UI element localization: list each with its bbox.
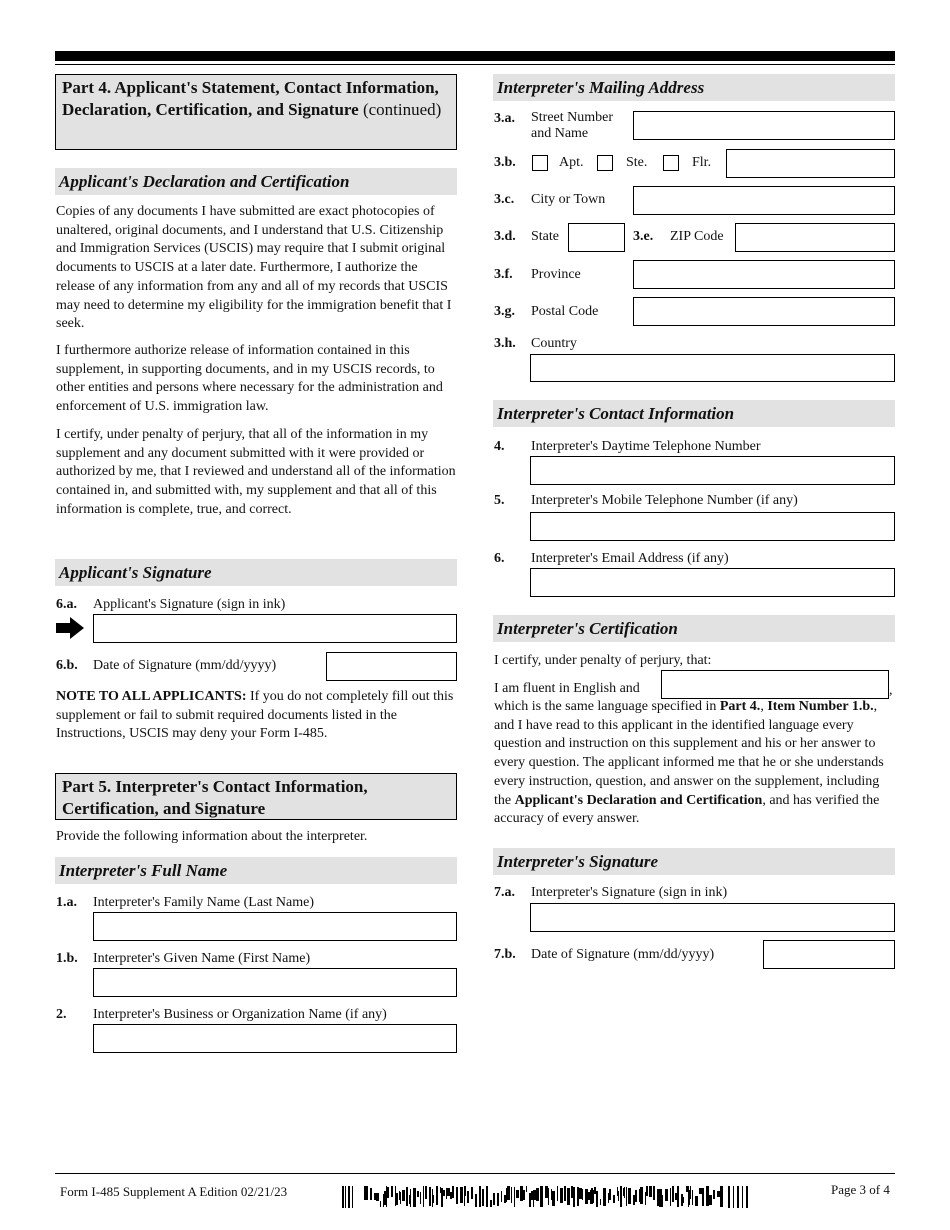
email-input[interactable]	[530, 568, 895, 597]
item-3a-label	[531, 110, 613, 142]
apt-label: Apt.	[559, 155, 584, 170]
right-arrow-icon	[56, 617, 84, 639]
footer-rule	[55, 1173, 895, 1174]
business-name-input[interactable]	[93, 1024, 457, 1053]
declaration-paragraph-3: I certify, under penalty of perjury, that all of the information in my supplement and any document submitted with it were provided or authorized by me, that I reviewed and understand all of the information contained in, and submitted with, my supplement and that all of this information is complete, true, and correct.	[56, 427, 456, 517]
item-3g-number: 3.g.	[494, 304, 515, 319]
applicant-signature-field[interactable]	[93, 614, 457, 643]
postal-code-input[interactable]	[633, 297, 895, 326]
language-input[interactable]	[661, 670, 889, 699]
item-3c-number: 3.c.	[494, 192, 515, 207]
ste-checkbox[interactable]	[597, 155, 613, 171]
ste-label: Ste.	[626, 155, 648, 170]
street-label-line1: Street Number	[531, 110, 614, 125]
item-3h-number: 3.h.	[494, 336, 516, 351]
cert-bold-3: Applicant's Declaration and Certification	[514, 792, 763, 808]
full-name-heading: Interpreter's Full Name	[55, 857, 457, 884]
item-3b-number: 3.b.	[494, 155, 516, 170]
city-input[interactable]	[633, 186, 895, 215]
language-comma: ,	[889, 683, 893, 698]
certification-heading: Interpreter's Certification	[493, 615, 895, 642]
part4-heading	[55, 74, 457, 150]
cert-text-3: , and I have read to this applicant in the identified language every question and instruction on this supplement and his or her answer to every question. The applicant informed me that he or she understands every instruction, question, and answer on the supplement, including the	[494, 699, 884, 808]
declaration-paragraph-1: Copies of any documents I have submitted are exact photocopies of unaltered, original documents, and I understand that U.S. Citizenship and Immigration Services (USCIS) may require that I submit original documents to USCIS at a later date. Furthermore, I authorize the release of any information from any and all of my records that USCIS may need to determine my eligibility for the immigration benefit that I seek.	[56, 204, 452, 332]
state-label: State	[531, 229, 559, 244]
email-label: Interpreter's Email Address (if any)	[531, 551, 729, 566]
item-7b-number: 7.b.	[494, 947, 516, 962]
item-3d-number: 3.d.	[494, 229, 516, 244]
barcode-icon	[342, 1186, 750, 1208]
item-6b-label: Date of Signature (mm/dd/yyyy)	[93, 658, 277, 673]
interpreter-signature-label: Interpreter's Signature (sign in ink)	[531, 885, 728, 900]
item-6a-number: 6.a.	[56, 597, 77, 612]
flr-checkbox[interactable]	[663, 155, 679, 171]
item-2-number: 2.	[56, 1007, 67, 1022]
form-edition: Form I-485 Supplement A Edition 02/21/23	[60, 1184, 288, 1199]
country-label: Country	[531, 336, 577, 351]
item-6b-number: 6.b.	[56, 658, 78, 673]
item-4-number: 4.	[494, 439, 505, 454]
item-1b-number: 1.b.	[56, 951, 78, 966]
applicant-signature-heading: Applicant's Signature	[55, 559, 457, 586]
fluent-label: I am fluent in English and	[494, 681, 640, 696]
cert-text-2: ,	[760, 699, 768, 714]
item-5-number: 5.	[494, 493, 505, 508]
cert-bold-1: Part 4.	[719, 699, 761, 714]
mobile-phone-input[interactable]	[530, 512, 895, 541]
page-number: Page 3 of 4	[831, 1182, 890, 1197]
item-2-label: Interpreter's Business or Organization Name (if any)	[93, 1007, 387, 1022]
certify-line: I certify, under penalty of perjury, that:	[494, 653, 712, 668]
street-label-line2: and Name	[531, 126, 589, 141]
province-label: Province	[531, 267, 581, 282]
applicant-date-field[interactable]	[326, 652, 457, 681]
apt-checkbox[interactable]	[532, 155, 548, 171]
given-name-input[interactable]	[93, 968, 457, 997]
declaration-heading: Applicant's Declaration and Certification	[55, 168, 457, 195]
item-3a-number: 3.a.	[494, 111, 515, 126]
daytime-phone-input[interactable]	[530, 456, 895, 485]
unit-number-input[interactable]	[726, 149, 895, 178]
item-6a-label: Applicant's Signature (sign in ink)	[93, 597, 286, 612]
item-3f-number: 3.f.	[494, 267, 513, 282]
declaration-paragraph-2: I furthermore authorize release of information contained in this supplement, in supporting documents, and in my USCIS records, to other entities and persons where necessary for the administration and enforcement of U.S. immigration law.	[56, 343, 443, 415]
part4-title: Part 4. Applicant's Statement, Contact Information, Declaration, Certification, and Signature	[62, 78, 439, 119]
top-thin-rule	[55, 64, 895, 65]
state-input[interactable]	[568, 223, 625, 252]
postal-code-label: Postal Code	[531, 304, 599, 319]
note-text: If you do not completely fill out this supplement or fail to submit required documents listed in the Instructions, USCIS may deny your Form I-485.	[56, 689, 454, 742]
interpreter-date-field[interactable]	[763, 940, 895, 969]
cert-text-4: , and has verified the accuracy of every answer.	[494, 792, 880, 827]
item-6-number: 6.	[494, 551, 505, 566]
part5-intro: Provide the following information about the interpreter.	[56, 829, 368, 844]
flr-label: Flr.	[692, 155, 712, 170]
interpreter-signature-heading: Interpreter's Signature	[493, 848, 895, 875]
certification-paragraph	[494, 698, 898, 829]
item-1b-label: Interpreter's Given Name (First Name)	[93, 951, 311, 966]
part5-heading: Part 5. Interpreter's Contact Information, Certification, and Signature	[55, 773, 457, 820]
mailing-address-heading: Interpreter's Mailing Address	[493, 74, 895, 101]
cert-text-1: which is the same language specified in	[494, 699, 720, 714]
note-label: NOTE TO ALL APPLICANTS:	[56, 689, 247, 704]
zip-label: ZIP Code	[670, 229, 724, 244]
item-3e-number: 3.e.	[633, 229, 654, 244]
daytime-phone-label: Interpreter's Daytime Telephone Number	[531, 439, 761, 454]
cert-bold-2: Item Number 1.b.	[767, 699, 874, 714]
item-7a-number: 7.a.	[494, 885, 515, 900]
street-input[interactable]	[633, 111, 895, 140]
item-1a-label: Interpreter's Family Name (Last Name)	[93, 895, 314, 910]
country-input[interactable]	[530, 354, 895, 382]
interpreter-date-label: Date of Signature (mm/dd/yyyy)	[531, 947, 715, 962]
province-input[interactable]	[633, 260, 895, 289]
city-label: City or Town	[531, 192, 606, 207]
note-to-applicants	[56, 688, 458, 744]
part4-continued: (continued)	[362, 100, 442, 119]
mobile-phone-label: Interpreter's Mobile Telephone Number (if any)	[531, 493, 798, 508]
zip-input[interactable]	[735, 223, 895, 252]
item-1a-number: 1.a.	[56, 895, 77, 910]
contact-info-heading: Interpreter's Contact Information	[493, 400, 895, 427]
interpreter-signature-field[interactable]	[530, 903, 895, 932]
top-rule	[55, 51, 895, 61]
family-name-input[interactable]	[93, 912, 457, 941]
